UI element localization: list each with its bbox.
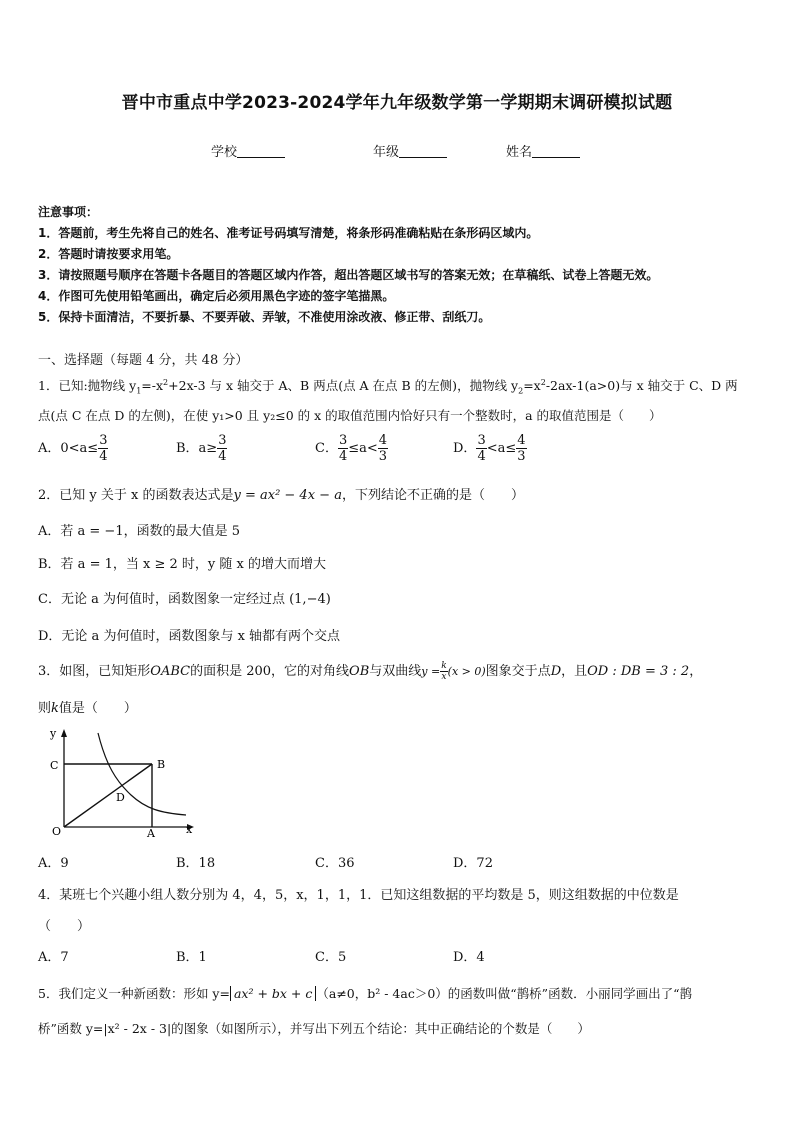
notice-item: 1．答题前，考生先将自己的姓名、准考证号码填写清楚，将条形码准确粘贴在条形码区域内。 [38,226,539,240]
q1-option-d: D． $\frac{3}{4}$ <a≤ $\frac{4}{3}$ [453,433,526,464]
exam-title: 晋中市重点中学2023-2024学年九年级数学第一学期期末调研模拟试题 [121,93,673,113]
q1-stem-line2: 点(点 C 在点 D 的左侧)，在使 y₁>0 且 y₂≤0 的 x 的取值范围内恰好只有一个整数时，a 的取值范围是（ ） [38,408,662,423]
q4-option-d: D．4 [453,950,485,965]
q1-option-a: A．0<a≤ $\frac{3}{4}$ [38,433,108,464]
q2-option-c: C．无论 a 为何值时，函数图象一定经过点 (1,−4) [38,592,331,607]
fig-label-a: A [147,827,155,840]
grade-blank [399,145,447,158]
fig-label-b: B [157,758,166,771]
q4-option-b: B．1 [176,950,207,965]
school-field [211,141,285,160]
fig-label-x: x [186,823,193,836]
q3-option-c: C．36 [315,856,355,871]
q2-stem: 2．已知 y 关于 x 的函数表达式是y = ax² − 4x − a，下列结论不正确的是（ ） [38,488,524,503]
notice-item: 4．作图可先使用铅笔画出，确定后必须用黑色字迹的签字笔描黑。 [38,289,395,303]
notice-heading: 注意事项： [38,205,99,219]
q4-option-a: A．7 [38,950,69,965]
q3-figure [36,725,206,840]
grade-label: 年级 [373,145,400,160]
q3-stem-line1: 3．如图，已知矩形OABC的面积是 200，它的对角线OB与双曲线y = $\frac{k}{x}$ (x > 0)图象交于点D，且OD : DB = 3 : 2， [38,661,703,682]
name-blank [532,145,580,158]
grade-field [373,141,447,160]
fig-label-y: y [50,727,57,740]
q1-option-b: B．a≥ $\frac{3}{4}$ [176,433,227,464]
q4-stem-line1: 4．某班七个兴趣小组人数分别为 4，4，5，x，1，1，1．已知这组数据的平均数是 5，则这组数据的中位数是 [38,888,679,903]
q5-stem-line1: 5．我们定义一种新函数：形如 y= ax² + bx + c （a≠0，b² - 4ac＞0）的函数叫做“鹊桥”函数．小丽同学画出了“鹊 [38,986,692,1001]
name-label: 姓名 [506,145,533,160]
q4-stem-line2: （ ） [38,919,91,934]
q3-option-b: B．18 [176,856,216,871]
school-blank [237,145,285,158]
fig-label-o: O [52,825,62,838]
notice-item: 2．答题时请按要求用笔。 [38,247,179,261]
q5-stem-line2: 桥”函数 y=|x² - 2x - 3|的图象（如图所示），并写出下列五个结论：其中正确结论的个数是（ ） [38,1021,590,1036]
q1-stem-line1: 1．已知:抛物线 $y_1=-x^2+2x-3$ 与 x 轴交于 A、B 两点(点 A 在点 B 的左侧)，抛物线 $y_2=x^2-2ax-1(a>0)$与 x 轴交于 C、D 两 [38,377,738,396]
q2-option-a: A．若 a = −1，函数的最大值是 5 [38,524,240,539]
diagonal-ob [64,764,152,827]
notice-item: 5．保持卡面清洁，不要折暴、不要弄破、弄皱，不准使用涂改液、修正带、刮纸刀。 [38,310,491,324]
hyperbola-curve [98,733,186,815]
section-heading: 一、选择题（每题 4 分，共 48 分） [38,353,249,368]
q2-option-b: B．若 a = 1，当 x ≥ 2 时，y 随 x 的增大而增大 [38,557,326,572]
q3-option-a: A．9 [38,856,69,871]
name-field [506,141,580,160]
school-label: 学校 [211,145,238,160]
fig-label-d: D [116,791,125,804]
fig-label-c: C [50,759,59,772]
q3-option-d: D．72 [453,856,493,871]
y-axis-arrow [61,729,67,737]
q3-stem-line2: 则k值是（ ） [38,701,137,716]
q2-option-d: D．无论 a 为何值时，函数图象与 x 轴都有两个交点 [38,629,341,644]
q1-option-c: C． $\frac{3}{4}$ ≤a< $\frac{4}{3}$ [315,433,388,464]
notice-item: 3．请按照题号顺序在答题卡各题目的答题区域内作答，超出答题区域书写的答案无效；在草稿纸、试卷上答题无效。 [38,268,659,282]
q4-option-c: C．5 [315,950,347,965]
